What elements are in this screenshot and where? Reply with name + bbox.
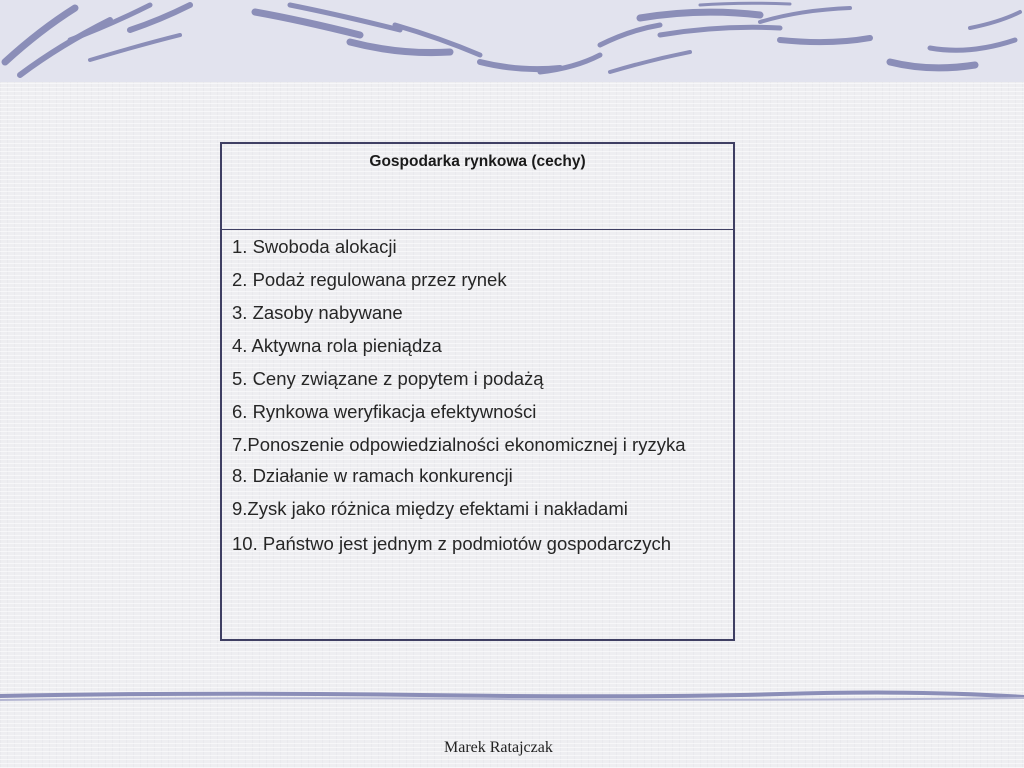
decorative-top-banner [0, 0, 1024, 82]
features-table [220, 142, 735, 641]
list-item: 9.Zysk jako różnica między efektami i nakładami [232, 498, 628, 519]
footer-author: Marek Ratajczak [444, 739, 553, 756]
list-item: 2. Podaż regulowana przez rynek [232, 269, 507, 290]
brush-stroke-pattern [0, 0, 1024, 82]
list-item: 1. Swoboda alokacji [232, 236, 397, 257]
list-item: 6. Rynkowa weryfikacja efektywności [232, 401, 537, 422]
list-item: 8. Działanie w ramach konkurencji [232, 465, 513, 486]
decorative-bottom-line [0, 686, 1024, 706]
features-list [222, 230, 733, 559]
list-item: 5. Ceny związane z popytem i podażą [232, 368, 544, 389]
list-item: 10. Państwo jest jednym z podmiotów gospodarczych [232, 533, 672, 554]
list-item: 4. Aktywna rola pieniądza [232, 335, 442, 356]
brush-line [0, 686, 1024, 706]
list-item: 3. Zasoby nabywane [232, 302, 403, 323]
table-header: Gospodarka rynkowa (cechy) [222, 144, 733, 230]
list-item: 7.Ponoszenie odpowiedzialności ekonomicznej i ryzyka [232, 434, 686, 455]
